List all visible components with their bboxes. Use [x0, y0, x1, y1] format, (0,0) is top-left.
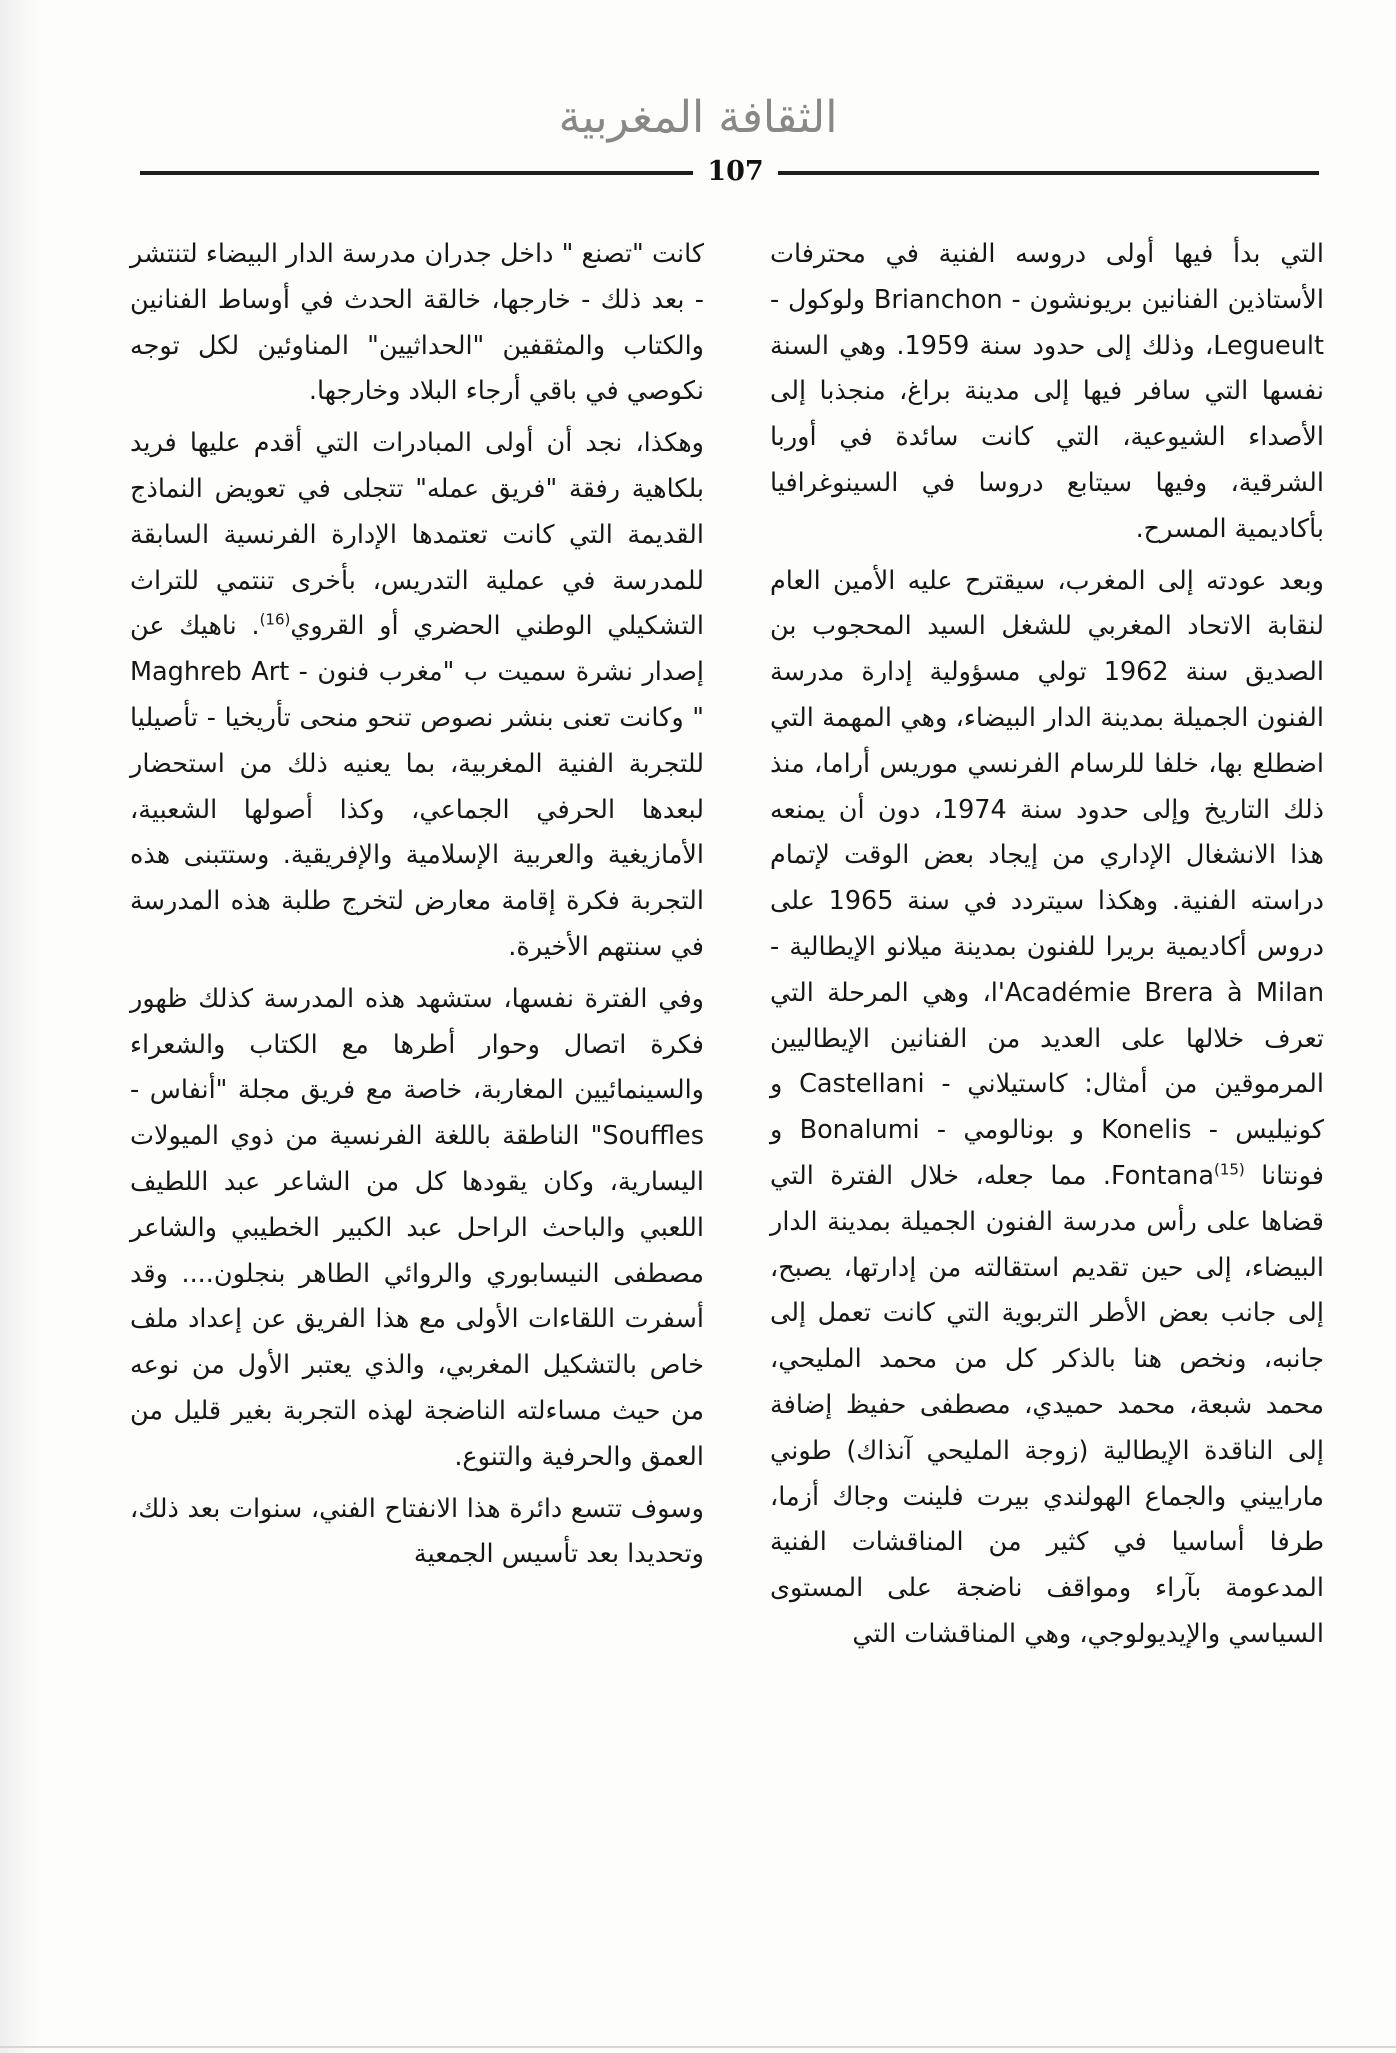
paragraph-text: وهكذا، نجد أن أولى المبادرات التي أقدم عليها فريد بلكاهية رفقة "فريق عمله" تتجلى في تعويض النماذج القديمة التي كانت تعتمدها الإدارة الفرنسية السابقة للمدرسة في عملية التدريس، بأخرى تنتمي للتراث التشكيلي الوطني الحضري أو القروي	[130, 428, 705, 642]
paragraph-text: . مما جعله، خلال الفترة التي قضاها على رأس مدرسة الفنون الجميلة بمدينة الدار البيضاء، إلى حين تقديم استقالته من إدارتها، يصبح، إلى جانب بعض الأطر التربوية التي كانت تعمل إلى جانبه، ونخص هنا بالذكر كل من محمد المليحي، محمد شبعة، محمد حميدي، مصطفى حفيظ إضافة إلى الناقدة الإيطالية (زوجة المليحي آنذاك) طوني ماراييني والجماع الهولندي بيرت فلينت وجاك أزما، طرفا أساسيا في كثير من المناقشات الفنية المدعومة بآراء ومواقف ناضجة على المستوى السياسي والإيديولوجي، وهي المناقشات التي	[770, 1160, 1324, 1649]
header-rule-left	[140, 171, 693, 175]
paragraph: وفي الفترة نفسها، ستشهد هذه المدرسة كذلك ظهور فكرة اتصال وحوار أطرها مع الكتاب والشعراء والسينمائيين المغاربة، خاصة مع فريق مجلة "أنفاس - Souffles" الناطقة باللغة الفرنسية من ذوي الميولات اليسارية، وكان يقودها كل من الشاعر عبد اللطيف اللعبي والباحث الراحل عبد الكبير الخطيبي والشاعر مصطفى النيسابوري والروائي الطاهر بنجلون.... وقد أسفرت اللقاءات الأولى مع هذا الفريق عن إعداد ملف خاص بالتشكيل المغربي، والذي يعتبر الأول من نوعه من حيث مساءلته الناضجة لهذه التجربة بغير قليل من العمق والحرفية والتنوع.	[130, 983, 704, 1472]
footnote-ref-16: (16)	[259, 610, 291, 629]
paragraph	[770, 559, 1324, 1658]
footnote-ref-15: (15)	[1213, 1160, 1245, 1179]
paragraph-text: وبعد عودته إلى المغرب، سيقترح عليه الأمين العام لنقابة الاتحاد المغربي للشغل السيد المحجوب بن الصديق سنة 1962 تولي مسؤولية إدارة مدرسة الفنون الجميلة بمدينة الدار البيضاء، وهي المهمة التي اضطلع بها، خلفا للرسام الفرنسي موريس أراما، منذ ذلك التاريخ وإلى حدود سنة 1974، دون أن يمنعه هذا الانشغال الإداري من إيجاد بعض الوقت لإتمام دراسته الفنية. وهكذا سيتردد في سنة 1965 على دروس أكاديمية بريرا للفنون بمدينة ميلانو الإيطالية - l'Académie Brera à Milan، وهي المرحلة التي تعرف خلالها على العديد من الفنانين الإيطاليين المرموقين من أمثال: كاستيلاني - Castellani و كونيليس - Konelis و بونالومي - Bonalumi و فونتانا Fontana	[770, 565, 1325, 1191]
paragraph: التي بدأ فيها أولى دروسه الفنية في محترفات الأستاذين الفنانين بريونشون - Brianchon ولوكول - Legueult، وذلك إلى حدود سنة 1959. وهي السنة نفسها التي سافر فيها إلى مدينة براغ، منجذبا إلى الأصداء الشيوعية، التي كانت سائدة في أوربا الشرقية، وفيها سيتابع دروسا في السينوغرافيا بأكاديمية المسرح.	[770, 239, 1324, 544]
journal-title: الثقافة المغربية	[558, 92, 838, 143]
paragraph-text: . ناهيك عن إصدار نشرة سميت ب "مغرب فنون - Maghreb Art " وكانت تعنى بنشر نصوص تنحو منحى تأريخيا - تأصيليا للتجربة الفنية المغربية، بما يعنيه ذلك من استحضار لبعدها الحرفي الجماعي، وكذا أصولها الشعبية، الأمازيغية والعربية الإسلامية والإفريقية. وستتبنى هذه التجربة فكرة إقامة معارض لتخرج طلبة هذه المدرسة في سنتهم الأخيرة.	[130, 611, 704, 962]
header-rule-right	[778, 171, 1319, 175]
page-number: 107	[707, 156, 764, 187]
right-column	[770, 232, 1324, 1664]
page-bottom-edge	[0, 2046, 1396, 2048]
page-edge-shadow	[0, 0, 40, 2053]
paragraph: وسوف تتسع دائرة هذا الانفتاح الفني، سنوات بعد ذلك، وتحديدا بعد تأسيس الجمعية	[130, 1493, 704, 1570]
paragraph	[130, 421, 704, 971]
left-column	[130, 232, 704, 1584]
paragraph: كانت "تصنع " داخل جدران مدرسة الدار البيضاء لتنتشر - بعد ذلك - خارجها، خالقة الحدث في أوساط الفنانين والكتاب والمثقفين "الحداثيين" المناوئين لكل توجه نكوصي في باقي أرجاء البلاد وخارجها.	[130, 239, 704, 407]
